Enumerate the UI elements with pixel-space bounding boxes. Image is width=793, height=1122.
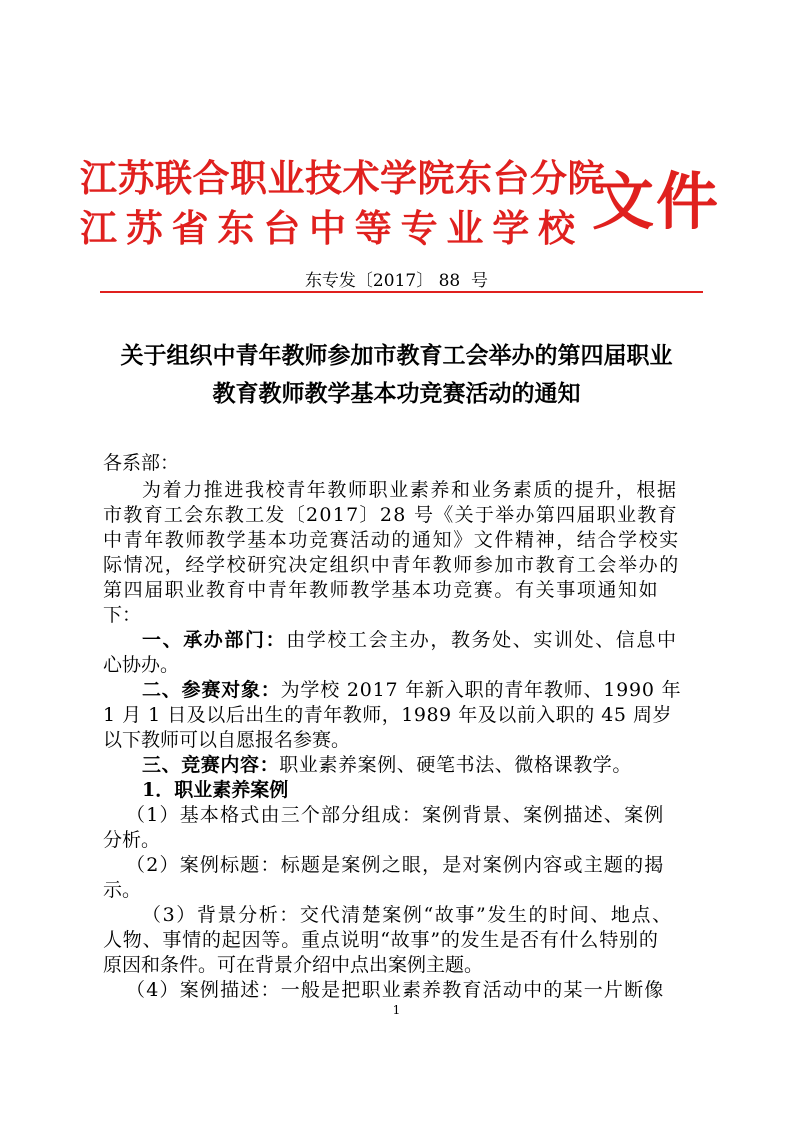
paragraph-line: 第四届职业教育中青年教师教学基本功竞赛。有关事项通知如 <box>103 579 660 601</box>
subheading-1: 1．职业素养案例 <box>142 779 289 801</box>
paragraph-line: 1 月 1 日及以后出生的青年教师，1989 年及以前入职的 45 周岁 <box>103 704 672 726</box>
section-2 <box>142 678 681 702</box>
item-2-line: （2）案例标题：标题是案例之眼，是对案例内容或主题的揭 <box>126 854 665 876</box>
document-title-line1: 关于组织中青年教师参加市教育工会举办的第四届职业 <box>120 342 673 369</box>
header-wenjian: 文件 <box>592 165 721 238</box>
red-divider <box>100 291 703 293</box>
item-4-line: （4）案例描述：一般是把职业素养教育活动中的某一片断像 <box>126 979 665 1001</box>
paragraph-line: 际情况，经学校研究决定组织中青年教师参加市教育工会举办的 <box>103 554 680 576</box>
section-3-text: 职业素养案例、硬笔书法、微格课教学。 <box>279 754 633 776</box>
paragraph-line: 以下教师可以自愿报名参赛。 <box>103 729 351 751</box>
section-2-text: 为学校 2017 年新入职的青年教师、1990 年 <box>280 679 682 701</box>
item-3-line: 原因和条件。可在背景介绍中点出案例主题。 <box>103 954 484 976</box>
document-title-line2: 教育教师教学基本功竞赛活动的通知 <box>212 380 581 407</box>
paragraph-line: 中青年教师教学基本功竞赛活动的通知》文件精神，结合学校实 <box>103 529 680 551</box>
paragraph-line: 为着力推进我校青年教师职业素养和业务素质的提升，根据 <box>142 479 678 501</box>
salutation: 各系部： <box>103 452 180 474</box>
item-1-line: （1）基本格式由三个部分组成：案例背景、案例描述、案例 <box>126 804 665 826</box>
page-number: 1 <box>392 1003 401 1017</box>
section-1 <box>142 628 678 652</box>
section-2-heading: 二、参赛对象： <box>142 679 281 701</box>
section-1-heading: 一、承办部门： <box>142 629 287 651</box>
item-1-line: 分析。 <box>103 829 161 851</box>
section-1-text: 由学校工会主办，教务处、实训处、信息中 <box>286 629 678 651</box>
item-3-line: （3）背景分析：交代清楚案例“故事”发生的时间、地点、 <box>142 904 673 926</box>
section-3-heading: 三、竞赛内容： <box>142 754 280 776</box>
header-org-line2: 江苏省东台中等专业学校 <box>80 207 584 250</box>
item-3-line: 人物、事情的起因等。重点说明“故事”的发生是否有什么特别的 <box>103 929 659 951</box>
paragraph-line: 市教育工会东教工发〔2017〕28 号《关于举办第四届职业教育 <box>103 504 678 526</box>
paragraph-line: 下： <box>103 604 142 626</box>
document-number: 东专发〔2017〕 88 号 <box>304 271 489 291</box>
header-org-line1: 江苏联合职业技术学院东台分院 <box>80 157 605 200</box>
section-3 <box>142 753 632 777</box>
item-2-line: 示。 <box>103 879 142 901</box>
paragraph-line: 心协办。 <box>103 654 180 676</box>
